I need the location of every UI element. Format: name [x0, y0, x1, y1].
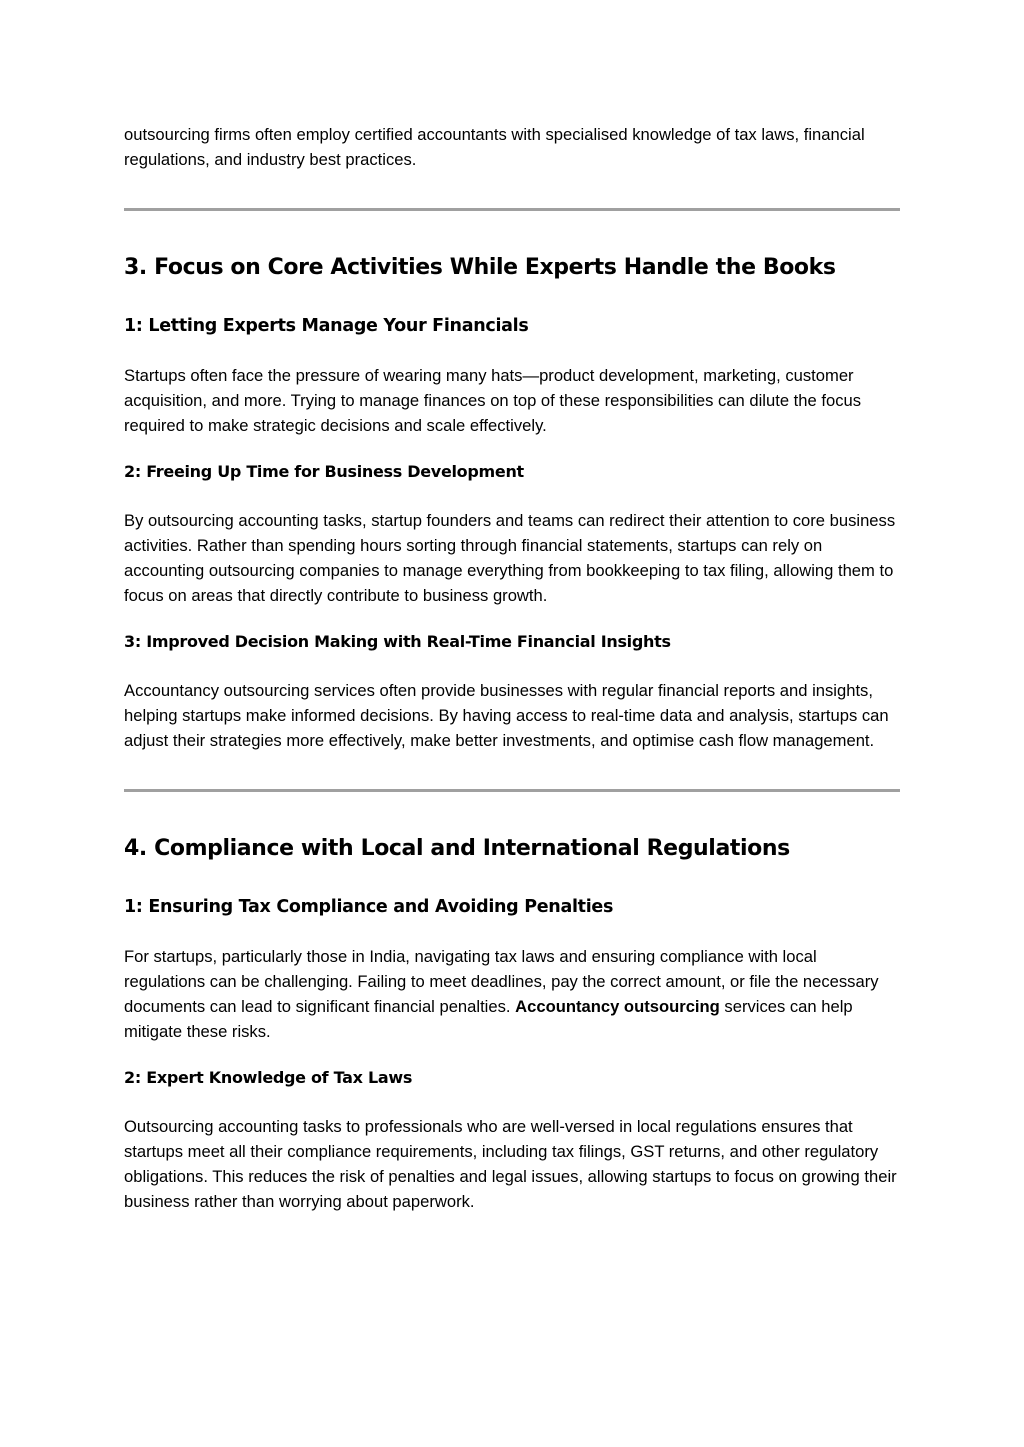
- section-4-subheading-2: 2: Expert Knowledge of Tax Laws: [124, 1068, 413, 1087]
- section-3-subheading-1: 1: Letting Experts Manage Your Financials: [124, 316, 529, 336]
- section-4-title: 4. Compliance with Local and International Regulations: [124, 836, 790, 861]
- section-3-paragraph-1: Startups often face the pressure of wearing many hats—product development, marketing, customer acquisition, and more. Trying to manage finances on top of these responsibilities can dilute the focus required to make strategic decisions and scale effectively.: [124, 366, 862, 435]
- section-3-paragraph-2: By outsourcing accounting tasks, startup founders and teams can redirect their attention to core business activities. Rather than spending hours sorting through financial statements, startups can rely on accounting outsourcing companies to manage everything from bookkeeping to tax filing, allowing them to focus on areas that directly contribute to business growth.: [124, 511, 896, 605]
- section-4-paragraph-1: [124, 944, 900, 1044]
- section-3-subheading-2: 2: Freeing Up Time for Business Development: [124, 462, 524, 481]
- intro-paragraph: outsourcing firms often employ certified accountants with specialised knowledge of tax laws, financial regulations, and industry best practices.: [124, 125, 865, 169]
- document-page: [124, 122, 900, 1214]
- section-3-subheading-3: 3: Improved Decision Making with Real-Time Financial Insights: [124, 632, 671, 651]
- section-3-paragraph-3: Accountancy outsourcing services often provide businesses with regular financial reports and insights, helping startups make informed decisions. By having access to real-time data and analysis, startups can adjust their strategies more effectively, make better investments, and optimise cash flow management.: [124, 681, 889, 750]
- paragraph-text: For startups, particularly those in India, navigating tax laws and ensuring compliance with local regulations can be challenging. Failing to meet deadlines, pay the correct amount, or file the necessary documents can lead to significant financial penalties.: [124, 947, 879, 1016]
- bold-term: Accountancy outsourcing: [515, 997, 720, 1016]
- section-3-title: 3. Focus on Core Activities While Experts Handle the Books: [124, 255, 836, 280]
- section-4-paragraph-2: Outsourcing accounting tasks to professionals who are well-versed in local regulations ensures that startups meet all their compliance requirements, including tax filings, GST returns, and other regulatory obligations. This reduces the risk of penalties and legal issues, allowing startups to focus on growing their business rather than worrying about paperwork.: [124, 1117, 897, 1211]
- section-4-subheading-1: 1: Ensuring Tax Compliance and Avoiding Penalties: [124, 897, 614, 917]
- paragraph-text: services can help mitigate these risks.: [124, 997, 853, 1041]
- section-divider: [124, 208, 900, 211]
- section-divider: [124, 789, 900, 792]
